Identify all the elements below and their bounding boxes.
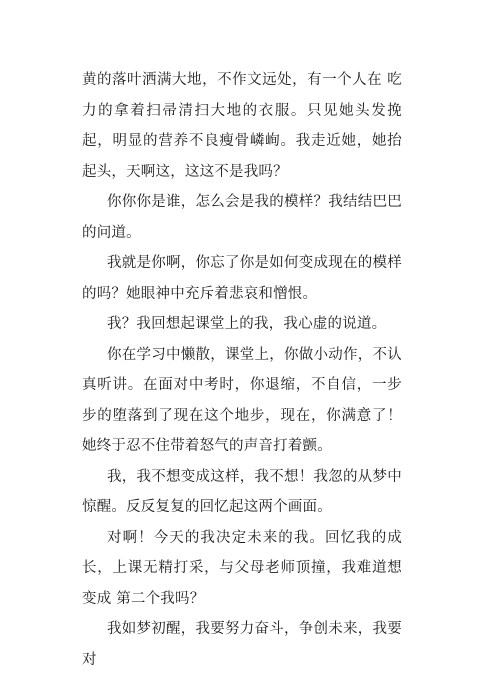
paragraph-8: 我如梦初醒，我要努力奋斗，争创未来，我要 对 (82, 621, 402, 668)
paragraph-4: 我？我回想起课堂上的我，我心虚的说道。 (107, 316, 387, 332)
paragraph-5: 你在学习中懒散，课堂上，你做小动作，不认 真听讲。在面对中考时，你退缩，不自信，一步 步的堕落到了现在这个地步，现在，你满意了！ 她终于忍不住带着怒气的声音打着颤。 (82, 346, 402, 454)
essay-text (82, 65, 402, 675)
paragraph-2: 你你你是谁，怎么会是我的模样？我结结巴巴 的问道。 (82, 194, 402, 241)
paragraph-3: 我就是你啊，你忘了你是如何变成现在的模样 的吗？她眼神中充斥着悲哀和憎恨。 (82, 255, 402, 302)
paragraph-6: 我，我不想变成这样，我不想！我忽的从梦中 惊醒。反反复复的回忆起这两个画面。 (82, 468, 402, 515)
paragraph-1: 黄的落叶洒满大地，不作文远处，有一个人在 吃力的拿着扫帚清扫大地的衣服。只见她头发挽 起，明显的营养不良瘦骨嶙峋。我走近她，她抬 起头，天啊这，这这不是我吗？ (82, 72, 402, 180)
paragraph-7: 对啊！今天的我决定未来的我。回忆我的成长，上课无精打采，与父母老师顶撞，我难道想变成 第二个我吗？ (82, 529, 402, 607)
